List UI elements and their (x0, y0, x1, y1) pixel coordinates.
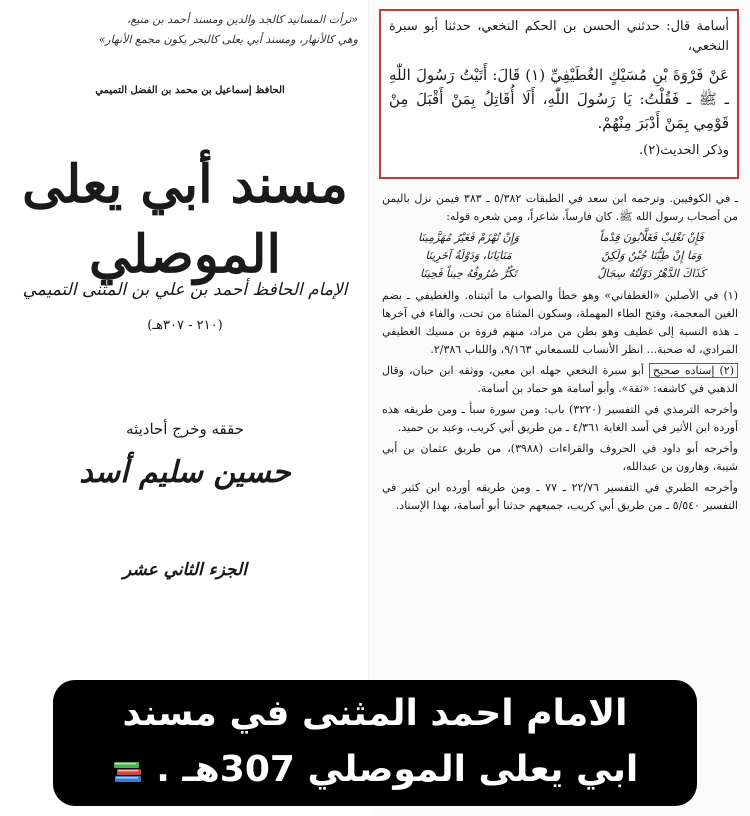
epigraph (18, 10, 358, 50)
poem-hemistich: مَنَايَانَا، وَدَوْلَةُ آخَرِينَا (425, 249, 512, 262)
highlighted-hadith (379, 9, 739, 179)
books-icon (112, 756, 144, 786)
caption-banner (53, 680, 697, 806)
poem-hemistich: وَإِنْ نُهْزَمْ فَغَيْرُ مُهَزَّمِينَا (418, 231, 519, 244)
footnote-2 (382, 362, 738, 398)
note-intro: ـ في الكوفيين. وترجمه ابن سعد في الطبقات ٥/٣٨٢ ـ ٣٨٣ فيمن نزل باليمن من أصحاب رسول الله ﷺ. كان فارساً، شاعراً، ومن شعره قوله: (382, 192, 739, 223)
dhikr-text: وذكر الحديث(٢). (638, 143, 729, 158)
epigraph-line: «ترأت المسانيد كالجد والدين ومسند أحمد بن منيع، (126, 13, 358, 26)
footnote-4: وأخرجه أبو داود في الحروف والقراءات (٣٩٨٨)، من طريق عثمان بن أبي شيبة، وهارون بن عبدالله، (382, 442, 738, 473)
poem-hemistich: كَذَاكَ الدَّهْرُ دَوْلَتُهُ سِجَالٌ (597, 267, 706, 280)
caption-line-2-text: ابي يعلى الموصلي 307هـ . (156, 749, 639, 790)
isnad-text: أسامة قال: حدثني الحسن بن الحكم النخعي، حدثنا أبو سبرة النخعي، (389, 19, 729, 54)
matn-text: عَنْ فَرْوَةَ بْنِ مُسَيْكٍ الغُطَيْفِيِّ (١) قَالَ: أَتَيْتُ رَسُولَ اللّٰهِ ـ ﷺ ـ فَقُلْتُ: يَا رَسُولَ اللّٰهِ، أَلَا أُقَاتِلُ بِمَنْ أَقْبَلَ مِنْ قَوْمِي بِمَنْ أَدْبَرَ مِنْهُمْ. (389, 66, 729, 132)
book-title: مسند أبي يعلى الموصلي (22, 154, 348, 285)
caption-line-2 (53, 742, 697, 798)
book-author: الإمام الحافظ أحمد بن علي بن المثنى التميمي (22, 280, 348, 300)
epigraph-line: وهي كالأنهار، ومسند أبي يعلى كالبحر يكون مجمع الأنهار» (98, 33, 358, 46)
author-dates: (٢١٠ - ٣٠٧هـ) (147, 318, 223, 333)
footnote-5: وأخرجه الطبري في التفسير ٢٢/٧٦ ـ ٧٧ ـ ومن طريقه أورده ابن كثير في التفسير ٥/٥٤٠ ـ من طريق أبي كريب، جميعهم حدثنا أبو أسامة، بهذا الإسناد. (382, 481, 738, 512)
poem-hemistich: فَإِنْ نَغْلِبْ فَغَلَّابُونَ قِدْماً (599, 231, 704, 244)
tahqiq-label: حققه وخرج أحاديثه (126, 420, 244, 438)
poem (382, 229, 738, 283)
hafiz-attribution: الحافظ إسماعيل بن محمد بن الفضل التميمي (95, 85, 285, 96)
footnote-1: (١) في الأصلين «الغطفاني» وهو خطأ والصواب ما أثبتناه. والغطيفي ـ بضم الغين المعجمة، وفتح الطاء المهملة، وسكون المثناة من تحت، والفاء في آخرها ـ هذه النسبة إلى غطيف وهو بطن من مراد، منهم فروة بن مسيك الغطيفي المرادي، له صحبة... انظر الأنساب للسمعاني ٩/١٦٣، واللباب ٢/٣٨٦. (382, 289, 738, 356)
footnote-2-text: أبو سبرة النخعي جهله ابن معين، ووثقه ابن حبان، وقال الذهبي في كاشفه: «ثقة». وأبو أسامة هو حماد بن أسامة. (382, 364, 738, 395)
marked-isnad-grade: (٢) إسناده صحيح (649, 363, 738, 378)
poem-hemistich: تَكُرُّ صُرُوفُهُ حِيناً فَحِينَا (420, 267, 517, 280)
caption-line-1: الامام احمد المثنى في مسند (122, 693, 628, 734)
poem-hemistich: وَمَا إِنْ طِبُّنَا جُبْنٌ وَلَكِنْ (601, 249, 702, 262)
editor-name: حسين سليم أسد (79, 455, 291, 490)
footnotes (382, 190, 738, 518)
volume-label: الجزء الثاني عشر (123, 560, 247, 580)
footnote-3: وأخرجه الترمذي في التفسير (٣٢٢٠) باب: ومن سورة سبأ ـ ومن طريقه هذه أورده ابن الأثير في أسد الغابة ٤/٣٦١ ـ من طريق أبي كريب، وعبد بن حميد. (382, 403, 738, 434)
